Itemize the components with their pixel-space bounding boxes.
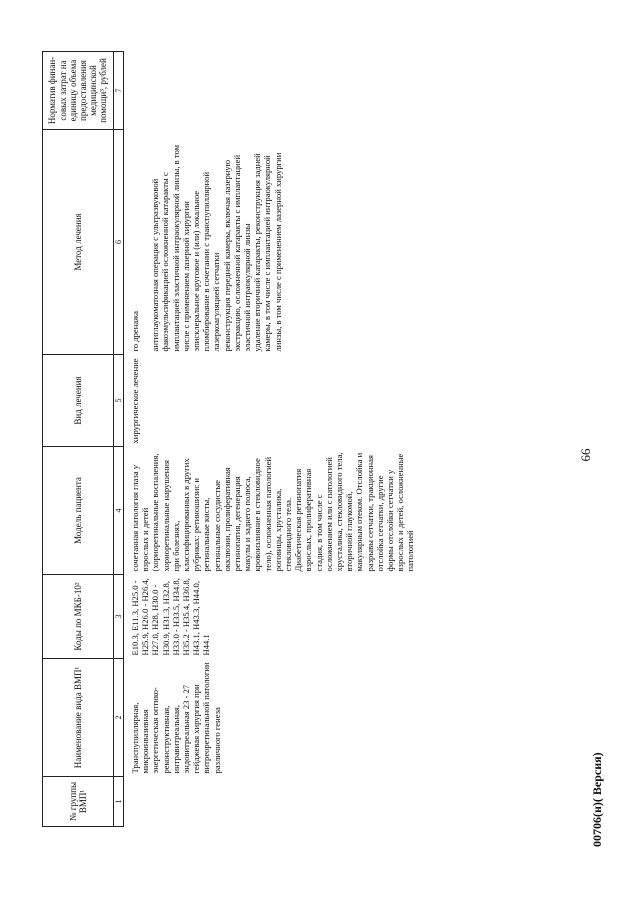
col-num: 5 (114, 355, 124, 447)
table-row (124, 52, 418, 827)
method-text-5: удаление вторичной катаракты, реконструкция задней камеры, в том числе с имплантацией интраокулярной линзы, в том числе с применением лазерной хирургии (252, 152, 283, 352)
model-text-2: Диабетическая ретинопатия взрослых, пролиферативная стадия, в том числе с осложнением или с патологией хрусталика, стекловидного тела, вторичной глаукомой, макулярным отеком. Отслойка и разрывы сетчатки, тракционная отслойка сетчатки, другие формы отслойки сетчатки у взрослых и детей, осложненные патологией (293, 452, 416, 572)
cell-name: Транспупиллярная, микроинвазивная энергетическая оптико-реконструктивная, интравитреальная, эндовитреальная 23 - 27 гейджевая хирургия при витреоретинальной патологии различного генеза (130, 662, 222, 774)
header-treatment: Вид лечения (43, 355, 114, 447)
header-name: Наименование вида ВМП¹ (43, 659, 114, 777)
col-num: 6 (114, 130, 124, 355)
col-num: 2 (114, 659, 124, 777)
cell-method (124, 130, 418, 355)
header-row (43, 52, 114, 827)
cell-cost (124, 52, 418, 130)
header-model: Модель пациента (43, 447, 114, 575)
cell-treatment: хирургическое лечение (130, 358, 140, 444)
model-text-1: сочетанная патология глаза у взрослых и детей (хориоретинальные воспаления, хориоретинальные нарушения при болезнях, классифицированных в других рубриках: ретиношизис и ретинальные кисты, ретинальные сосудистые окклюзии, пролиферативная ретинопатия, дегенерация макулы и заднего полюса, кровоизлияние в стекловидное тело), осложненная патологией роговицы, хрусталика, стекловидного тела. (130, 453, 294, 572)
method-text-2: антиглаукоматозная операция с ультразвуковой факоэмульсификацией осложненной катаракты с имплантацией эластичной интраокулярной линзы, в том числе с применением лазерной хирургии (150, 144, 191, 352)
method-text-1: го дренажа (130, 311, 140, 352)
col-num: 7 (114, 52, 124, 130)
col-num: 1 (114, 777, 124, 827)
method-text-3: эписклеральное круговое и (или) локальное пломбирование в сочетании с транспупиллярной лазеркоагуляцией сетчатки (191, 171, 222, 352)
header-codes: Коды по МКБ-10² (43, 575, 114, 659)
header-cost: Норматив финан-совых затрат на единицу объема предоставления медицинской помощи³, рублей (43, 52, 114, 130)
col-num: 3 (114, 575, 124, 659)
header-method: Метод лечения (43, 130, 114, 355)
column-number-row (114, 52, 124, 827)
col-num: 4 (114, 447, 124, 575)
cell-codes: E10.3, E11.3, H25.0 - H25.9, H26.0 - H26.4, H27.0, H28, H30.0 - H30.9, H31.3, H32.8, H33.0 - H33.5, H34.8, H35.2 - H35.4, H36.8, H43.1, H43.3, H44.0, H44.1 (130, 578, 212, 656)
page-number: 66 (578, 448, 593, 462)
vmp-table (42, 51, 418, 827)
cell-group (124, 777, 418, 827)
method-text-4: реконструкция передней камеры, включая лазерную экстракцию, осложненной катаракты с имплантацией эластичной интраокулярной линзы (221, 154, 253, 352)
cell-model (124, 447, 418, 575)
footer-code: 00706(н)( Версия) (590, 752, 604, 847)
header-group: № группы ВМП¹ (43, 777, 114, 827)
